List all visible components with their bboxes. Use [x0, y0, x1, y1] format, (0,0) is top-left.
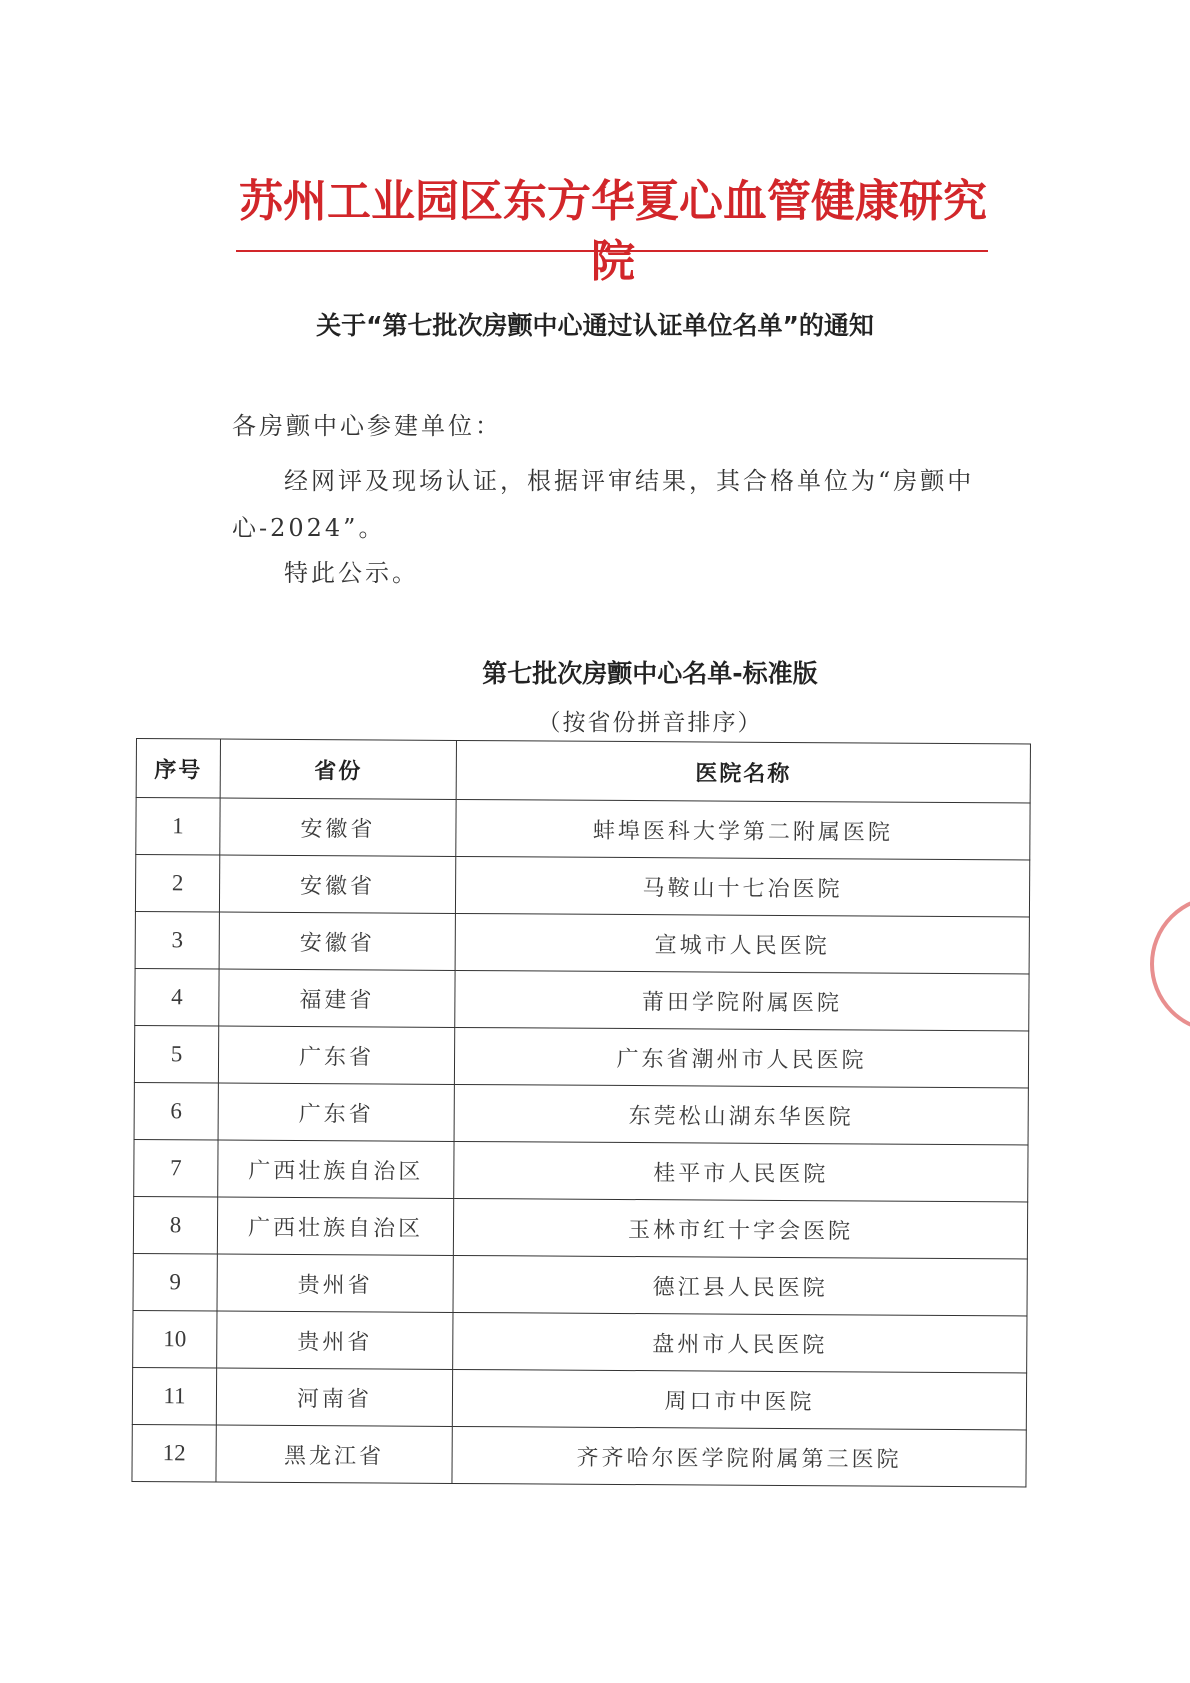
row-hospital: 周口市中医院 [452, 1369, 1026, 1430]
column-header-hospital: 医院名称 [456, 740, 1030, 803]
row-province: 广西壮族自治区 [218, 1140, 454, 1198]
table-row [133, 1310, 1027, 1372]
row-number: 7 [134, 1139, 218, 1197]
row-number: 2 [135, 855, 219, 913]
table-row [135, 911, 1029, 973]
table-row [133, 1196, 1027, 1258]
column-header-province: 省份 [220, 739, 456, 799]
table-row [135, 968, 1029, 1030]
row-number: 4 [135, 968, 219, 1026]
official-seal [1150, 895, 1190, 1033]
row-province: 安徽省 [219, 855, 455, 913]
table-header-row [136, 739, 1030, 803]
table-row [134, 1139, 1028, 1201]
row-hospital: 桂平市人民医院 [454, 1141, 1028, 1202]
table-row [132, 1367, 1026, 1429]
list-title: 第七批次房颤中心名单-标准版 [482, 659, 818, 688]
row-hospital: 德江县人民医院 [453, 1255, 1027, 1316]
row-province: 广东省 [218, 1026, 454, 1084]
row-hospital: 盘州市人民医院 [453, 1312, 1027, 1373]
row-province: 河南省 [216, 1368, 452, 1426]
row-number: 12 [132, 1424, 216, 1482]
table-row [132, 1424, 1026, 1486]
table-row [133, 1253, 1027, 1315]
hospital-table [131, 738, 1031, 1487]
letterhead-org-name: 苏州工业园区东方华夏心血管健康研究院 [239, 176, 987, 287]
column-header-number: 序号 [136, 739, 220, 799]
row-number: 10 [133, 1310, 217, 1368]
table-row [134, 1082, 1028, 1144]
row-province: 广西壮族自治区 [217, 1197, 453, 1255]
row-hospital: 广东省潮州市人民医院 [454, 1027, 1028, 1088]
row-number: 3 [135, 911, 219, 969]
row-hospital: 宣城市人民医院 [455, 913, 1029, 974]
row-number: 8 [133, 1196, 217, 1254]
closing-paragraph: 特此公示。 [284, 559, 419, 587]
row-province: 福建省 [219, 969, 455, 1027]
row-province: 广东省 [218, 1083, 454, 1141]
row-province: 贵州省 [217, 1311, 453, 1369]
row-hospital: 东莞松山湖东华医院 [454, 1084, 1028, 1145]
row-number: 6 [134, 1082, 218, 1140]
document-title: 关于“第七批次房颤中心通过认证单位名单”的通知 [316, 311, 874, 340]
row-province: 黑龙江省 [216, 1425, 452, 1483]
row-hospital: 莆田学院附属医院 [455, 970, 1029, 1031]
notice-paragraph: 经网评及现场认证，根据评审结果，其合格单位为“房颤中心-2024”。 [232, 467, 975, 542]
row-province: 安徽省 [220, 798, 456, 856]
salutation: 各房颤中心参建单位： [232, 412, 502, 440]
row-province: 安徽省 [219, 912, 455, 970]
row-number: 1 [136, 798, 220, 856]
list-subtitle: （按省份拼音排序） [537, 710, 763, 736]
row-number: 5 [134, 1025, 218, 1083]
row-hospital: 玉林市红十字会医院 [453, 1198, 1027, 1259]
row-number: 11 [132, 1367, 216, 1425]
row-hospital: 蚌埠医科大学第二附属医院 [456, 799, 1030, 860]
letterhead-divider [236, 250, 988, 252]
table-row [135, 855, 1029, 917]
row-hospital: 齐齐哈尔医学院附属第三医院 [452, 1426, 1026, 1487]
row-hospital: 马鞍山十七冶医院 [455, 856, 1029, 917]
table-row [134, 1025, 1028, 1087]
table-row [136, 798, 1030, 860]
row-number: 9 [133, 1253, 217, 1311]
row-province: 贵州省 [217, 1254, 453, 1312]
